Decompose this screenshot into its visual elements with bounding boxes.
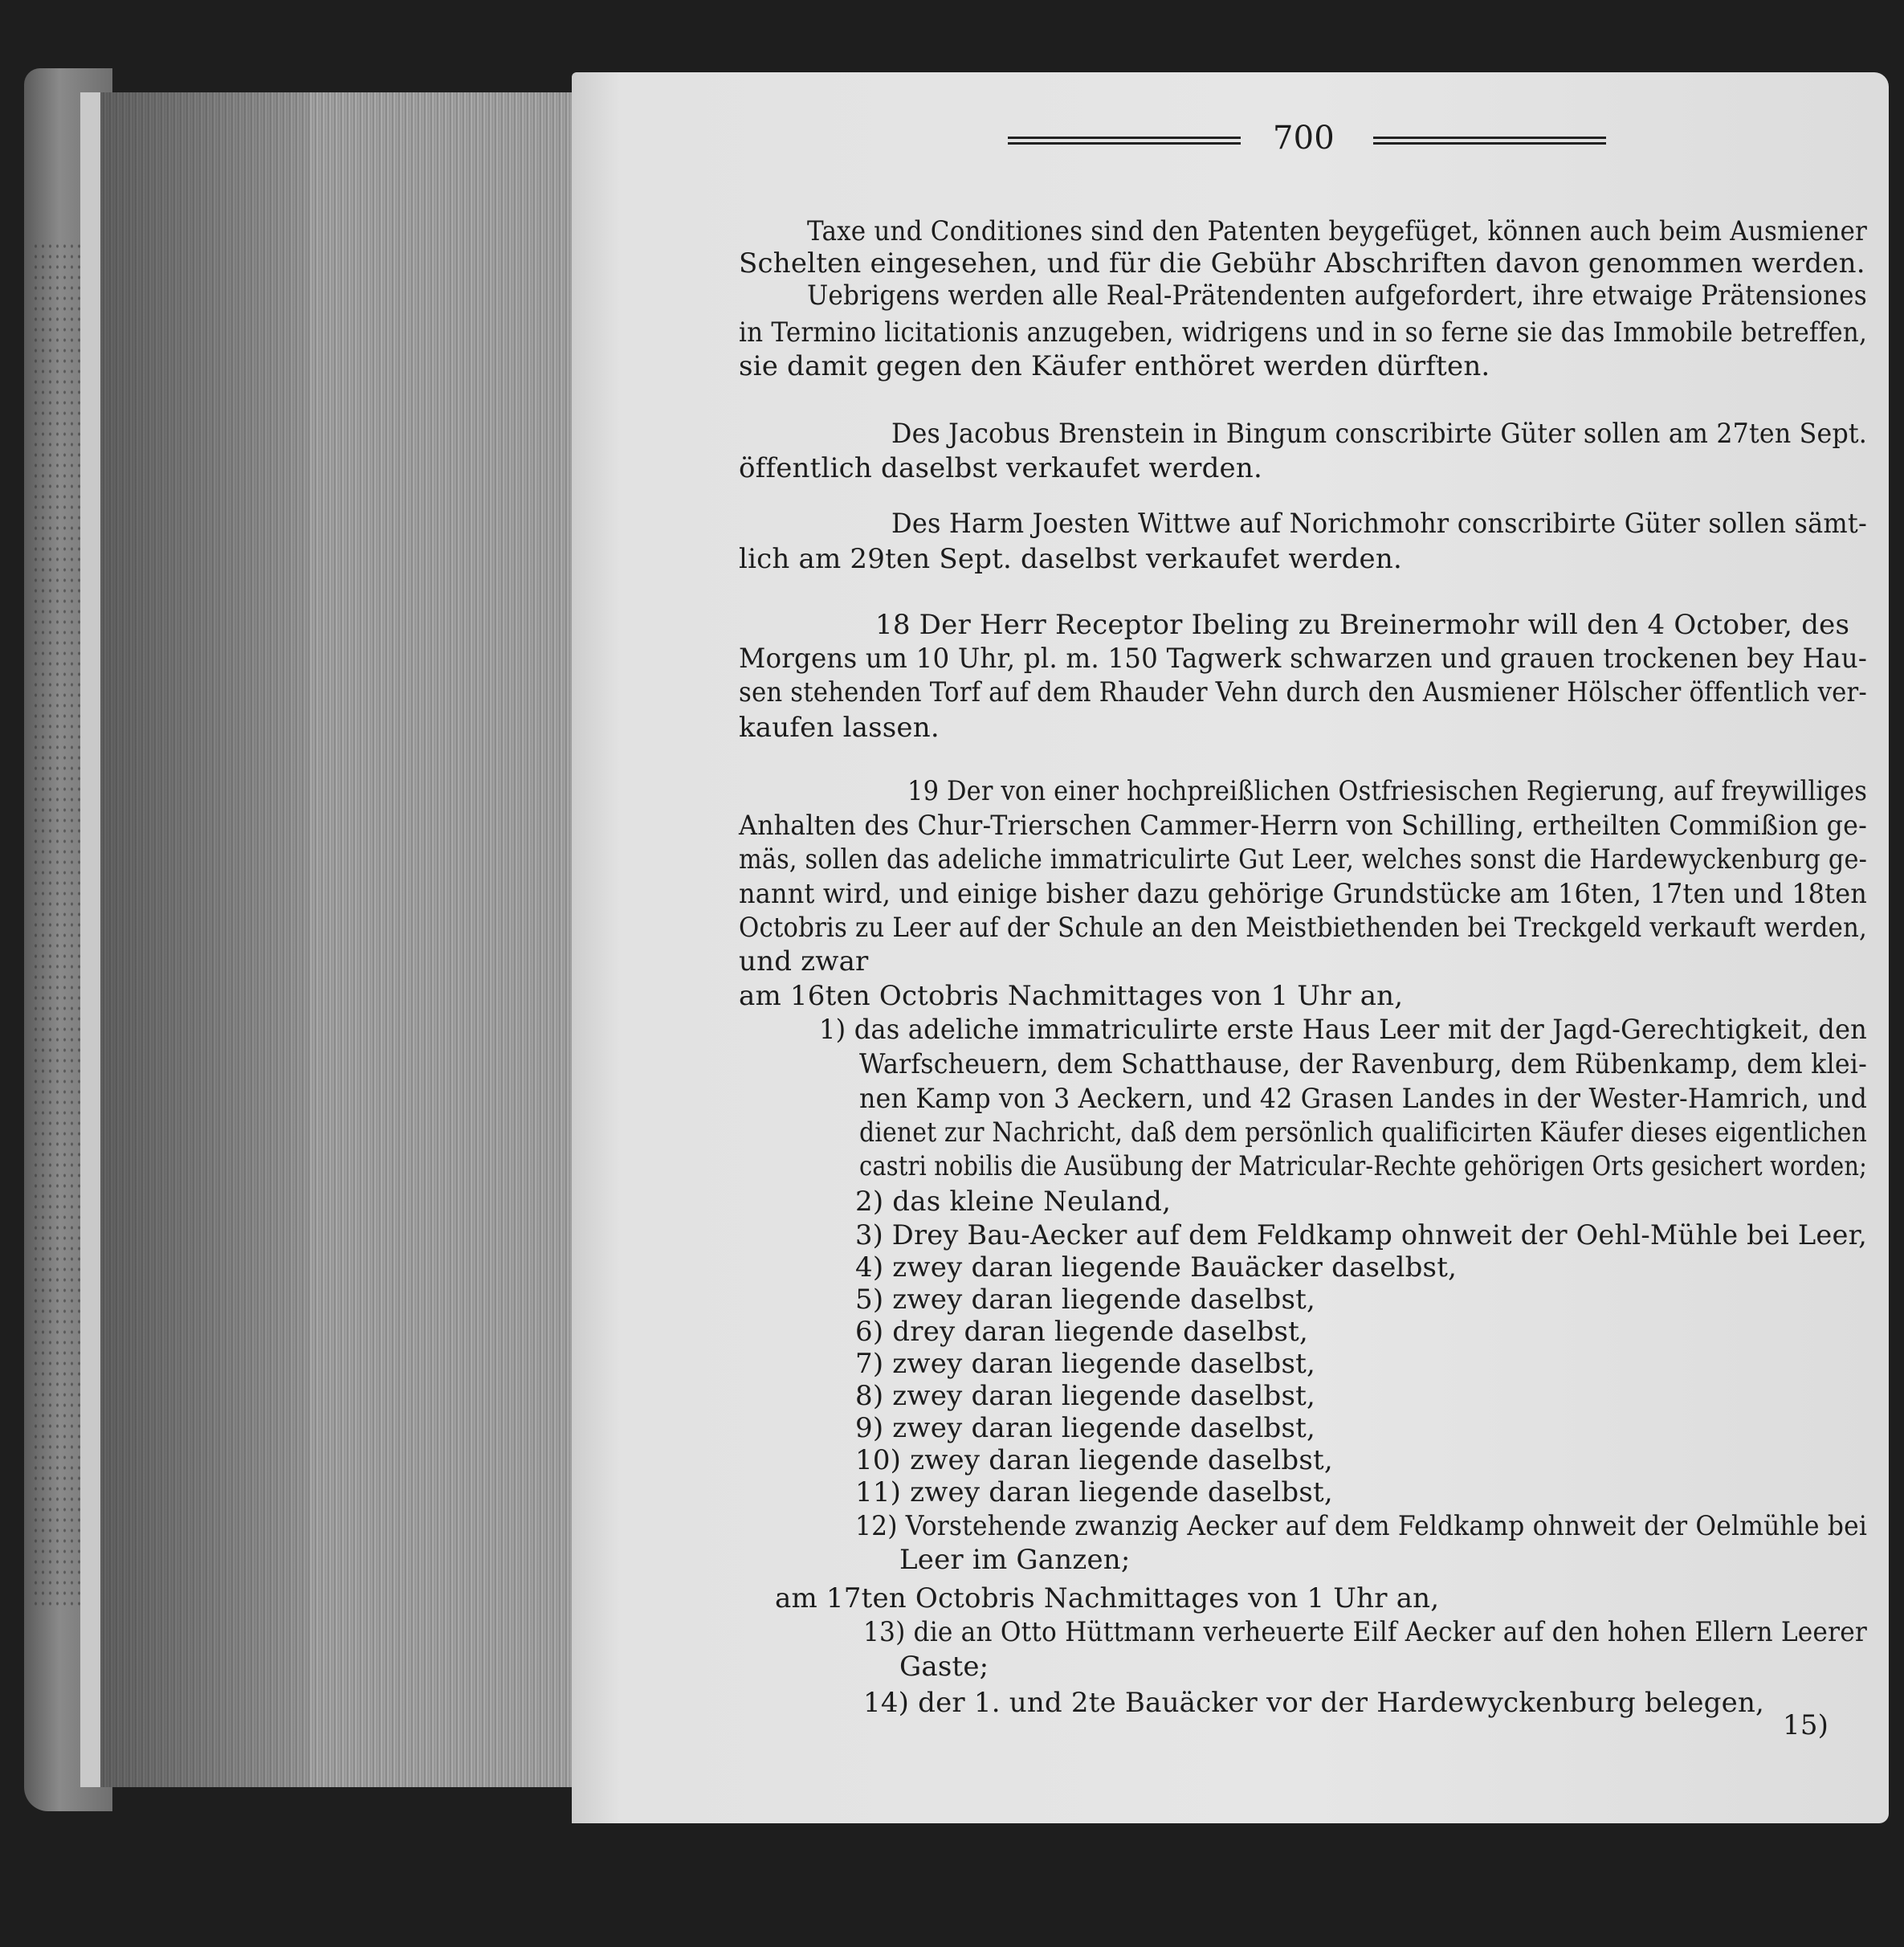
- section-heading: am 17ten Octobris Nachmittages von 1 Uhr an,: [775, 1582, 1440, 1614]
- list-item: 13) die an Otto Hüttmann verheuerte Eilf Aecker auf den hohen Ellern Leerer: [863, 1616, 1867, 1648]
- list-item: 8) zwey daran liegende daselbst,: [855, 1380, 1316, 1412]
- list-item: 11) zwey daran liegende daselbst,: [855, 1476, 1333, 1508]
- page-number: 700: [1273, 120, 1335, 157]
- catchword: 15): [1783, 1709, 1829, 1741]
- text-line: Uebrigens werden alle Real-Prätendenten aufgefordert, ihre etwaige Prätensiones: [807, 280, 1867, 312]
- text-line: und zwar: [739, 945, 869, 978]
- text-line: in Termino licitationis anzugeben, widrigens und in so ferne sie das Immobile betreffen,: [739, 316, 1868, 349]
- header-rule-left: [1008, 137, 1241, 145]
- list-item-continuation: Gaste;: [899, 1651, 989, 1683]
- text-line: Schelten eingesehen, und für die Gebühr Abschriften davon genommen werden.: [739, 247, 1865, 280]
- list-item-continuation: dienet zur Nachricht, daß dem persönlich qualificirten Käufer dieses eigentlichen: [859, 1116, 1868, 1149]
- text-line: lich am 29ten Sept. daselbst verkaufet werden.: [739, 543, 1402, 575]
- list-item: 12) Vorstehende zwanzig Aecker auf dem Feldkamp ohnweit der Oelmühle bei: [855, 1510, 1868, 1542]
- text-line: sen stehenden Torf auf dem Rhauder Vehn durch den Ausmiener Hölscher öffentlich ver-: [739, 676, 1867, 708]
- text-line: Anhalten des Chur-Trierschen Cammer-Herrn von Schilling, ertheilten Commißion ge-: [739, 810, 1867, 842]
- text-line: sie damit gegen den Käufer enthöret werden dürften.: [739, 350, 1490, 382]
- list-item: 9) zwey daran liegende daselbst,: [855, 1412, 1316, 1444]
- text-line: öffentlich daselbst verkaufet werden.: [739, 452, 1262, 484]
- list-item: 4) zwey daran liegende Bauäcker daselbst,: [855, 1251, 1458, 1284]
- list-item-continuation: castri nobilis die Ausübung der Matricular-Rechte gehörigen Orts gesichert worden;: [859, 1150, 1868, 1182]
- list-item: 7) zwey daran liegende daselbst,: [855, 1348, 1316, 1380]
- list-item: 1) das adeliche immatriculirte erste Haus Leer mit der Jagd-Gerechtigkeit, den: [819, 1014, 1867, 1046]
- text-line: 19 Der von einer hochpreißlichen Ostfriesischen Regierung, auf freywilliges: [907, 775, 1868, 807]
- section-heading: am 16ten Octobris Nachmittages von 1 Uhr an,: [739, 980, 1404, 1012]
- list-item: 5) zwey daran liegende daselbst,: [855, 1284, 1316, 1316]
- list-item: 3) Drey Bau-Aecker auf dem Feldkamp ohnweit der Oehl-Mühle bei Leer,: [855, 1219, 1868, 1251]
- list-item: 2) das kleine Neuland,: [855, 1186, 1172, 1218]
- list-item: 10) zwey daran liegende daselbst,: [855, 1444, 1333, 1476]
- text-line: kaufen lassen.: [739, 712, 940, 744]
- header-rule-right: [1373, 137, 1606, 145]
- text-line: nannt wird, und einige bisher dazu gehörige Grundstücke am 16ten, 17ten und 18ten: [739, 878, 1868, 910]
- list-item-continuation: Warfscheuern, dem Schatthause, der Ravenburg, dem Rübenkamp, dem klei-: [859, 1048, 1867, 1080]
- text-line: Des Harm Joesten Wittwe auf Norichmohr conscribirte Güter sollen sämt-: [891, 508, 1867, 540]
- text-line: Morgens um 10 Uhr, pl. m. 150 Tagwerk schwarzen und grauen trockenen bey Hau-: [739, 643, 1868, 675]
- text-line: mäs, sollen das adeliche immatriculirte Gut Leer, welches sonst die Hardewyckenburg ge-: [739, 843, 1868, 876]
- text-line: 18 Der Herr Receptor Ibeling zu Breinermohr will den 4 October, des: [875, 609, 1850, 641]
- text-line: Taxe und Conditiones sind den Patenten beygefüget, können auch beim Ausmiener: [807, 215, 1868, 247]
- list-item-continuation: Leer im Ganzen;: [899, 1544, 1131, 1576]
- text-line: Des Jacobus Brenstein in Bingum conscribirte Güter sollen am 27ten Sept.: [891, 418, 1868, 450]
- list-item: 6) drey daran liegende daselbst,: [855, 1316, 1309, 1348]
- list-item-continuation: nen Kamp von 3 Aeckern, und 42 Grasen Landes in der Wester-Hamrich, und: [859, 1083, 1868, 1115]
- text-line: Octobris zu Leer auf der Schule an den Meistbiethenden bei Treckgeld verkauft werden,: [739, 912, 1868, 944]
- list-item: 14) der 1. und 2te Bauäcker vor der Hardewyckenburg belegen,: [863, 1687, 1765, 1719]
